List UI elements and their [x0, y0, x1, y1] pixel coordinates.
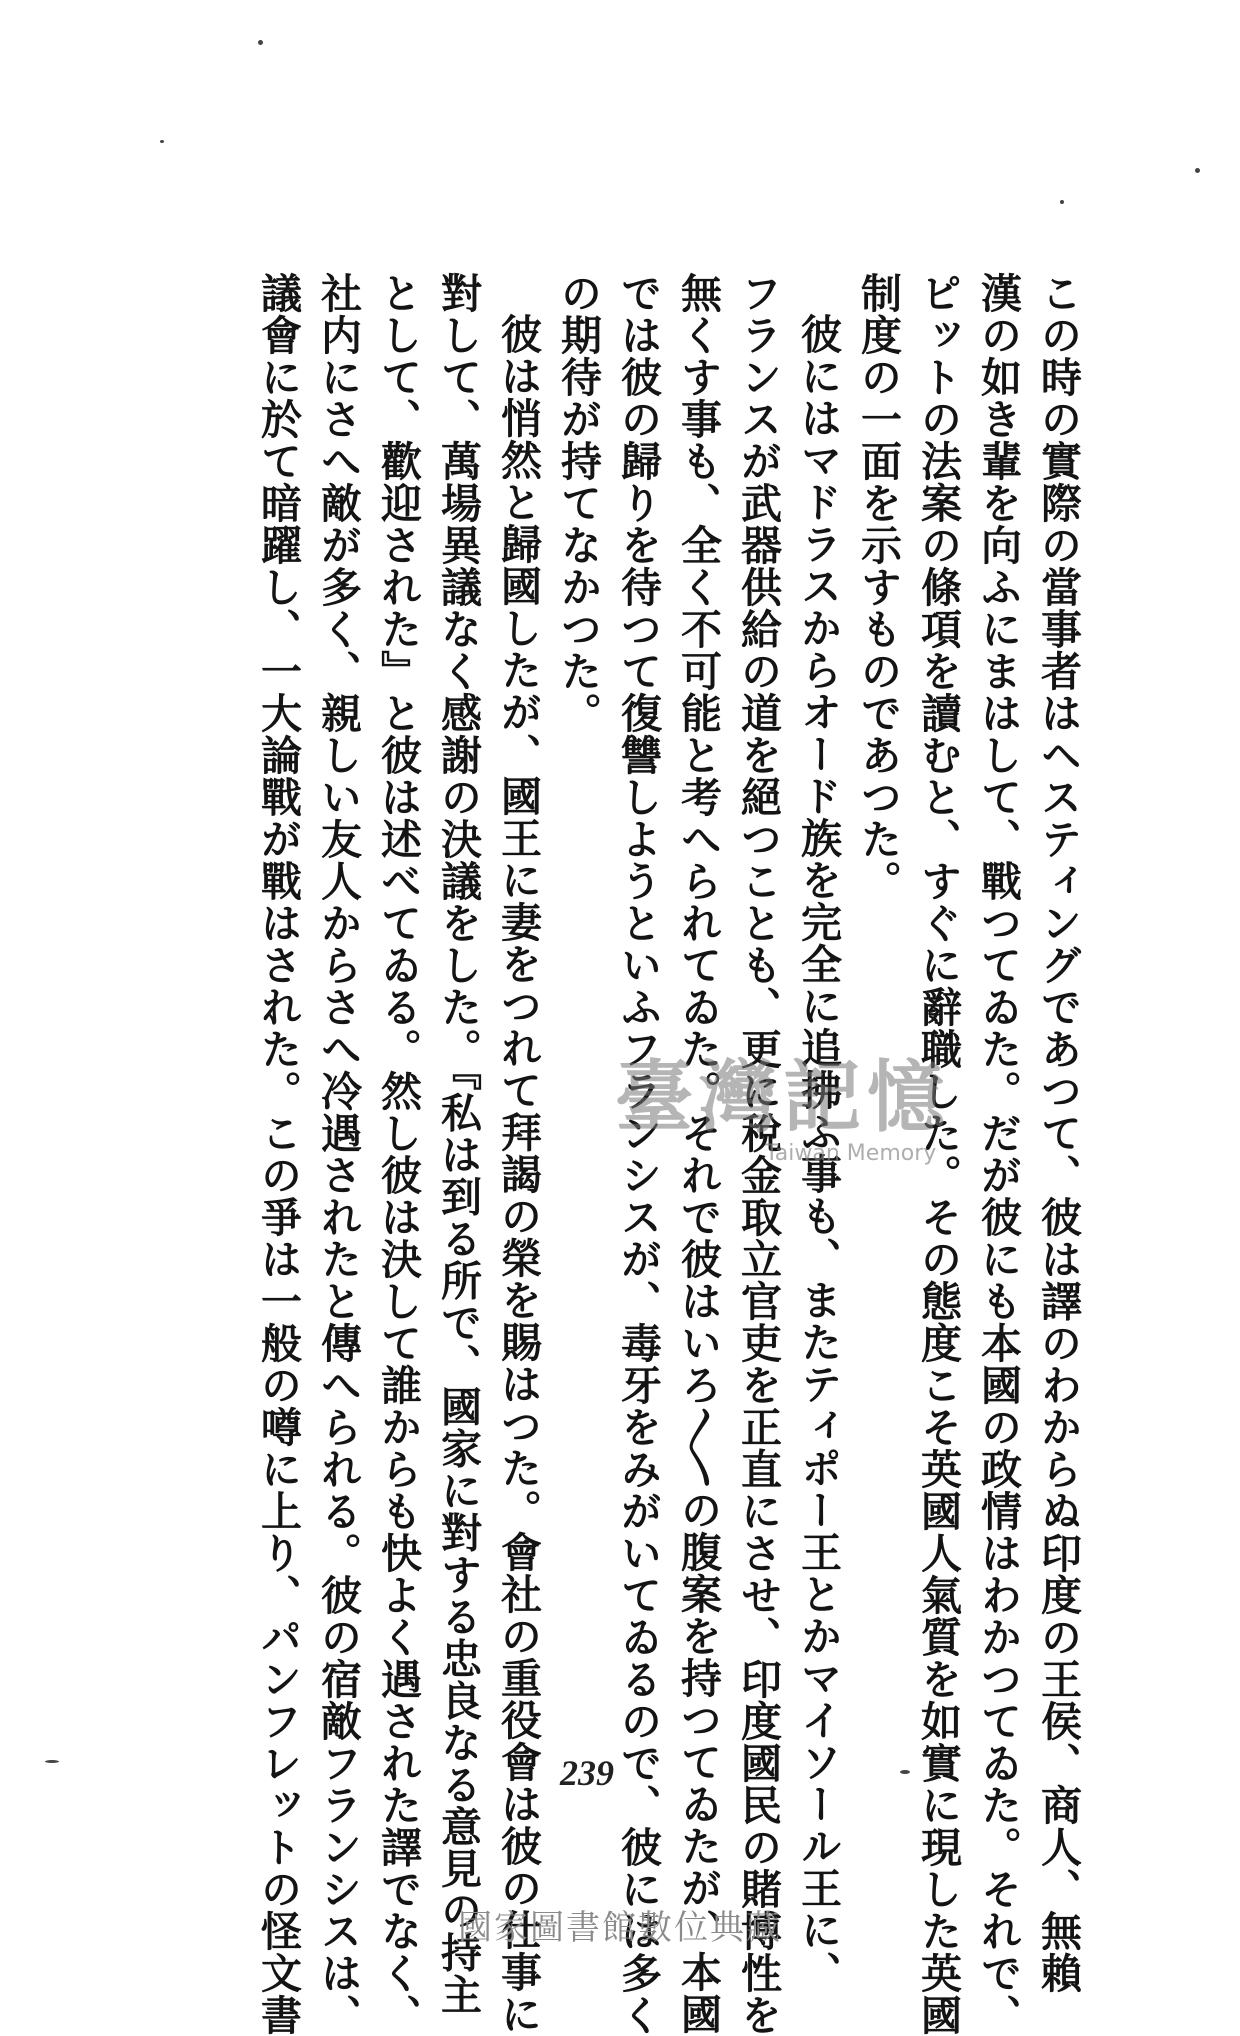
- text-column: この時の實際の當事者はヘスティングであつて、彼は譯のわからぬ印度の王侯、商人、無賴: [1034, 272, 1082, 1994]
- text-column: 無くす事も、全く不可能と考へられてゐた。それで彼はいろ〳〵の腹案を持つてゐたが、本國: [674, 272, 722, 2035]
- text-column: 彼にはマドラスからオード族を完全に追拂ふ事も、またティポー王とかマイソール王に、: [794, 313, 842, 1993]
- watermark-title: 臺灣記憶: [615, 1052, 952, 1143]
- text-column: の期待が持てなかつた。: [554, 272, 602, 734]
- text-column: 對して、萬場異議なく感謝の決議をした。『私は到る所で、國家に對する忠良なる意見の持主: [434, 272, 482, 2016]
- text-column: 社内にさへ敵が多く、親しい友人からさへ冷遇されたと傳へられる。彼の宿敵フランシスは、: [314, 272, 362, 2036]
- scan-speck: [1195, 168, 1200, 173]
- footer-source-label: 國家圖書館數位典藏: [458, 1908, 782, 1948]
- page-number: 239: [560, 1753, 614, 1793]
- scan-speck: [258, 40, 263, 45]
- text-column: フランスが武器供給の道を絕つことも、更に稅金取立官吏を正直にさせ、印度國民の賭博性を: [734, 272, 782, 2036]
- watermark-subtitle: Taiwan Memory: [765, 1141, 937, 1166]
- scan-speck: [900, 1770, 910, 1774]
- text-column: 彼は悄然と歸國したが、國王に妻をつれて拜謁の榮を賜はつた。會社の重役會は彼の仕事に: [494, 313, 542, 2035]
- text-column: ピットの法案の條項を讀むと、すぐに辭職した。その態度こそ英國人氣質を如實に現した英國: [914, 272, 962, 2036]
- text-column: 制度の一面を示すものであつた。: [854, 272, 902, 902]
- text-column: 漢の如き輩を向ふにまはして、戰つてゐた。だが彼にも本國の政情はわかつてゐた。それで、: [974, 272, 1022, 2036]
- text-column: として、歡迎された』と彼は述べてゐる。然し彼は決して誰からも快よく遇された譯でなく、: [374, 272, 422, 2036]
- text-column: 議會に於て暗躍し、一大論戰が戰はされた。この爭は一般の噂に上り、パンフレットの怪文書: [254, 272, 302, 2036]
- scan-speck: [45, 1760, 59, 1763]
- scan-speck: [1060, 200, 1064, 204]
- text-column: では彼の歸りを待つて復讐しようといふフランシスが、毒牙をみがいてゐるので、彼には多く: [614, 272, 662, 2036]
- scan-speck: [160, 140, 164, 143]
